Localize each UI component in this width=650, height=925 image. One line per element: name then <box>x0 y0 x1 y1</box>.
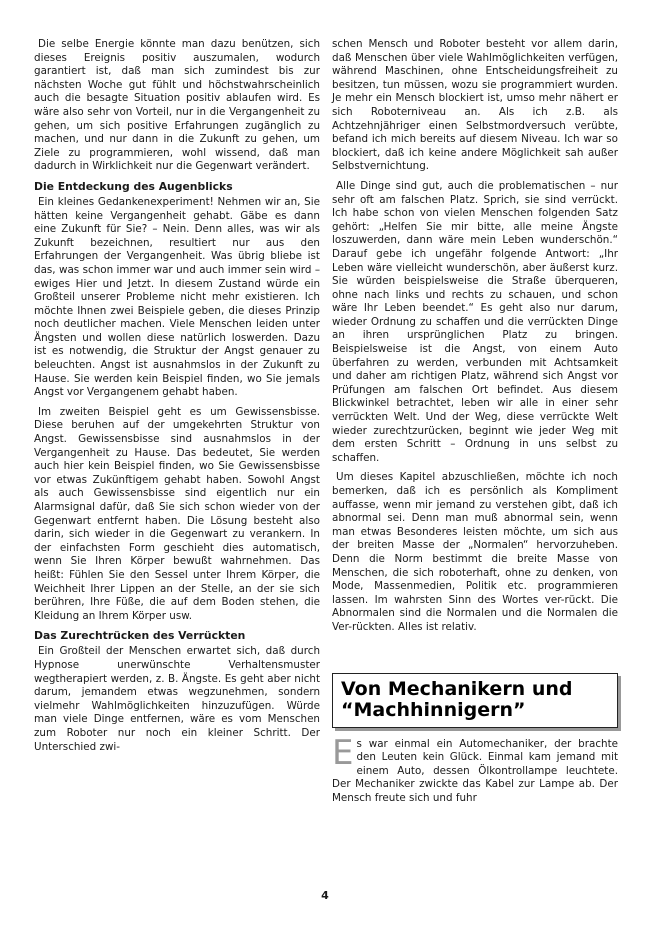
right-column <box>332 38 618 812</box>
article-title: Von Mechanikern und “Machhinnigern” <box>341 677 573 721</box>
article-title-box <box>332 673 618 728</box>
section-heading: Das Zurechtrücken des Verrückten <box>34 629 246 643</box>
paragraph: Um dieses Kapitel abzuschließen, möchte ich noch bemerken, daß ich es persönlich als Kompliment auffasse, wenn mir jemand zu verstehen gibt, daß ich abnormal sei. Denn man muß abnormal sein, wenn man etwas Besonderes leisten möchte, um sich aus der breiten Masse der „Normalen“ hervorzuheben. Denn die Norm bestimmt die breite Masse von Menschen, die sich roboterhaft, ohne zu denken, von Mode, Massenmedien, Politik etc. programmieren lassen. Im wahrsten Sinn des Wortes ver-rückt. Die Abnormalen sind die Normalen und die Normalen die Ver-rückten. Alles ist relativ. <box>332 471 618 633</box>
paragraph: Alle Dinge sind gut, auch die problematischen – nur sehr oft am falschen Platz. Sprich, sie sind verrückt. Ich habe schon von vielen Menschen folgenden Satz gehört: „Helfen Sie mir bitte, alle meine Ängste loszuwerden, dann wäre mein Leben wunderschön.“ Darauf gebe ich ungefähr folgende Antwort: „Ihr Leben wäre vielleicht wunderschön, aber äußerst kurz. Sie würden beispielsweise die Straße überqueren, ohne nach links und rechts zu schauen, und schon wäre Ihr Leben beendet.“ Es geht also nur darum, wieder Ordnung zu schaffen und die verrückten Dinge an ihren ursprünglichen Platz zu bringen. Beispielsweise ist die Angst, von einem Auto überfahren zu werden, verbunden mit Achtsamkeit und daher am richtigen Platz, während sich Angst vor Prüfungen am falschen Ort befindet. Aus diesem Blickwinkel betrachtet, leben wir alle in einer sehr verrückten Welt. Und der Weg, diese verrückte Welt wieder zurechtzurücken, beginnt wie jeder Weg mit dem ersten Schritt – Ordnung in uns selbst zu schaffen. <box>332 179 618 464</box>
paragraph: Ein kleines Gedankenexperiment! Nehmen wir an, Sie hätten keine Vergangenheit gehabt. Gäbe es dann eine Zukunft für Sie? – Nein. Denn alles, was wir als Zukunft bezeichnen, resultiert nur aus den Erfahrungen der Vergangenheit. Was übrig bliebe ist das, was schon immer war und auch immer sein wird – ewiges Hier und Jetzt. In diesem Zustand würde ein Großteil unserer Probleme nicht mehr existieren. Ich möchte Ihnen zwei Beispiele geben, die dieses Prinzip noch deutlicher machen. Viele Menschen leiden unter Ängsten und wollen diese natürlich loswerden. Dazu ist es notwendig, die Struktur der Angst genauer zu beleuchten. Angst ist ausnahmslos in der Zukunft zu Hause. Sie werden kein Beispiel finden, wo Sie jemals Angst vor Vergangenem gehabt haben. <box>34 195 320 399</box>
paragraph: Ein Großteil der Menschen erwartet sich, daß durch Hypnose unerwünschte Verhaltensmuster wegtherapiert werden, z. B. Ängste. Es geht aber nicht darum, jemandem etwas wegzunehmen, sondern vielmehr Wahlmöglichkeiten hinzuzufügen. Würde man viele Dinge entfernen, wäre es vom Menschen zum Roboter nur noch ein kleiner Schritt. Der Unterschied zwi- <box>34 645 320 753</box>
section-heading: Die Entdeckung des Augenblicks <box>34 179 233 193</box>
story-text: s war einmal ein Automechaniker, der brachte den Leuten kein Glück. Einmal kam jemand mit einem Auto, dessen Ölkontrollampe leuchtete. Der Mechaniker zwickte das Kabel zur Lampe ab. Der Mensch freute sich und fuhr <box>332 737 618 804</box>
left-column <box>34 38 320 760</box>
paragraph: schen Mensch und Roboter besteht vor allem darin, daß Menschen über viele Wahlmöglichkeiten verfügen, während Maschinen, ohne Entscheidungsfreiheit zu besitzen, tun müssen, wozu sie programmiert wurden. Je mehr ein Mensch blockiert ist, umso mehr nähert er sich Roboterniveau an. Als ich z.B. als Achtzehnjähriger einen Selbstmordversuch verübte, befand ich mich bereits auf diesem Niveau. Ich war so blockiert, daß ich keine andere Möglichkeit sah außer Selbstvernichtung. <box>332 38 618 173</box>
paragraph: Im zweiten Beispiel geht es um Gewissensbisse. Diese beruhen auf der umgekehrten Struktur von Angst. Gewissensbisse sind ausnahmslos in der Vergangenheit zu Hause. Das bedeutet, Sie werden auch hier kein Beispiel finden, wo Sie Gewissensbisse vor etwas Zukünftigem gehabt haben. Sowohl Angst als auch Gewissensbisse sind eigentlich nur ein Alarmsignal dafür, daß Sie sich schon wieder von der Gegenwart entfernt haben. Die Lösung besteht also darin, sich wieder in die Gegenwart zu verankern. In der einfachsten Form geschieht dies automatisch, wenn Sie Ihren Körper bewußt wahrnehmen. Das heißt: Fühlen Sie den Sessel unter Ihrem Körper, die Weichheit Ihrer Lippen an der Stelle, an der sie sich berühren, Ihre Füße, die auf dem Boden stehen, die Kleidung an Ihrem Körper usw. <box>34 405 320 622</box>
story-paragraph <box>332 732 618 806</box>
page-number: 4 <box>321 889 329 902</box>
drop-cap: E <box>332 732 354 773</box>
paragraph: Die selbe Energie könnte man dazu benützen, sich dieses Ereignis positiv auszumalen, wodurch garantiert ist, daß man sich zumindest bis zur nächsten Woche gut fühlt und höchstwahrscheinlich auch die besagte Situation positiv ablaufen wird. Es wäre also sehr von Vorteil, nur in die Vergangenheit zu gehen, um sich positive Erfahrungen zugänglich zu machen, und nur dann in die Zukunft zu gehen, um Ziele zu programmieren, wohl wissend, daß man dadurch in Wirklichkeit nur die Gegenwart verändert. <box>34 38 320 173</box>
